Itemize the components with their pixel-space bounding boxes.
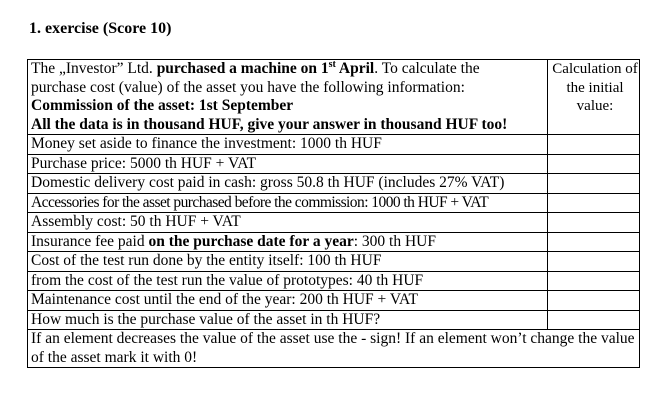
row-label: Maintenance cost until the end of the year: 200 th HUF + VAT	[28, 291, 548, 311]
answer-cell[interactable]	[548, 271, 640, 291]
footer-row	[28, 330, 640, 368]
intro-line-4: All the data is in thousand HUF, give your answer in thousand HUF too!	[31, 115, 508, 133]
row-label: Cost of the test run done by the entity itself: 100 th HUF	[28, 252, 548, 272]
answer-cell[interactable]	[548, 135, 640, 155]
intro-cell	[28, 60, 548, 135]
header-row	[28, 60, 640, 135]
intro-line-1-pre: The „Investor” Ltd.	[31, 60, 157, 77]
intro-line-2: purchase cost (value) of the asset you have the following information:	[31, 78, 465, 96]
answer-cell[interactable]	[548, 174, 640, 194]
row-label: Assembly cost: 50 th HUF + VAT	[28, 213, 548, 233]
table-row	[28, 154, 640, 174]
intro-line-1-post: . To calculate the	[374, 60, 480, 77]
row-label-bold: on the purchase date for a year	[148, 232, 354, 250]
row-label: Domestic delivery cost paid in cash: gross 50.8 th HUF (includes 27% VAT)	[28, 174, 548, 194]
answer-cell[interactable]	[548, 154, 640, 174]
table-row	[28, 193, 640, 213]
answer-cell[interactable]	[548, 232, 640, 252]
table-row	[28, 213, 640, 233]
table-row	[28, 135, 640, 155]
table-row	[28, 310, 640, 330]
row-label: Accessories for the asset purchased before the commission: 1000 th HUF + VAT	[28, 193, 548, 213]
intro-line-1-bold: purchased a machine on 1	[156, 60, 329, 77]
answer-cell[interactable]	[548, 252, 640, 272]
row-label: from the cost of the test run the value of prototypes: 40 th HUF	[28, 271, 548, 291]
intro-line-1	[31, 60, 547, 79]
intro-line-1-bold2: April	[335, 60, 375, 77]
answer-cell[interactable]	[548, 310, 640, 330]
answer-cell[interactable]	[548, 193, 640, 213]
intro-line-3: Commission of the asset: 1st September	[31, 97, 294, 114]
answer-cell[interactable]	[548, 213, 640, 233]
row-label: Purchase price: 5000 th HUF + VAT	[28, 154, 548, 174]
row-label-post: : 300 th HUF	[353, 232, 436, 250]
calculation-header: Calculation of the initial value:	[548, 60, 640, 135]
row-label-pre: Insurance fee paid	[31, 232, 149, 250]
table-row	[28, 174, 640, 194]
exercise-title: 1. exercise (Score 10)	[29, 20, 172, 37]
footer-note: If an element decreases the value of the asset use the - sign! If an element won’t change the value of the asset mark it with 0!	[28, 330, 640, 368]
exercise-table	[27, 59, 640, 368]
table-row	[28, 252, 640, 272]
answer-cell[interactable]	[548, 291, 640, 311]
table-row	[28, 232, 640, 252]
intro-line-1-sup: st	[328, 59, 336, 70]
row-label	[28, 232, 548, 252]
table-row	[28, 291, 640, 311]
row-label: How much is the purchase value of the asset in th HUF?	[28, 310, 548, 330]
row-label: Money set aside to finance the investment: 1000 th HUF	[28, 135, 548, 155]
table-row	[28, 271, 640, 291]
